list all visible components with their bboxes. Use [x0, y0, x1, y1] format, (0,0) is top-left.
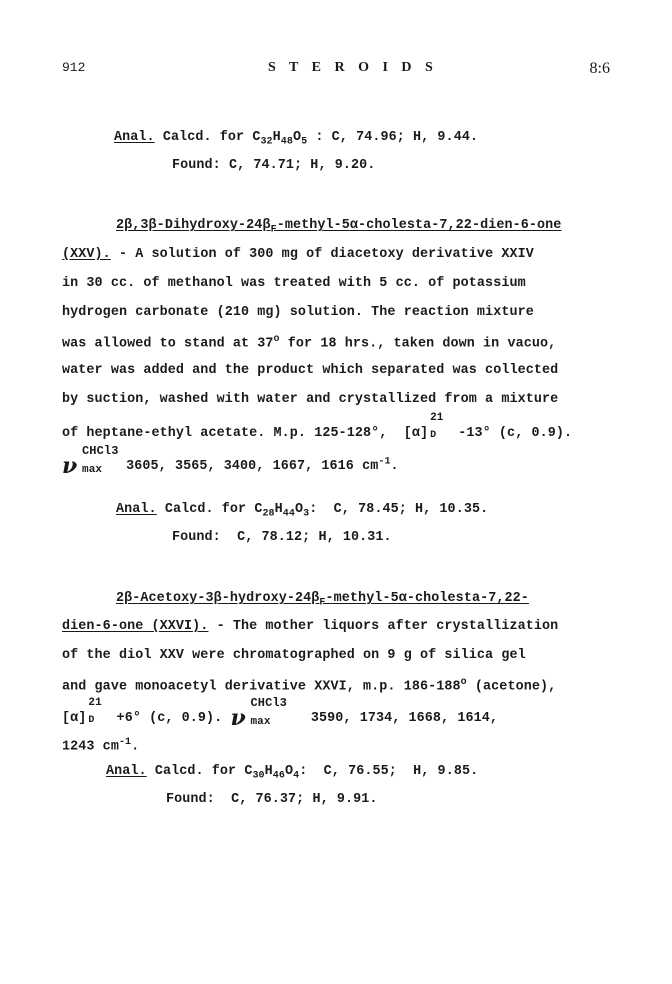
- page-number: 912: [62, 60, 86, 75]
- compound2-title: $2\beta-Acetoxy-3\beta-hydroxy-24\beta_F-methyl-5\alpha-cholesta-7,22-$: [116, 591, 529, 609]
- compound2-line4: [α] 21 D +6° (c, 0.9). ν CHCl3 max 3590, 1734, 1668, 1614,: [62, 696, 498, 731]
- compound1-line7: of heptane-ethyl acetate. M.p. 125-128°, [α] 21 D -13° (c, 0.9).: [62, 412, 573, 441]
- compound1-line4: was allowed to stand at 37$^o$ for 18 hrs., taken down in vacuo,: [62, 334, 557, 352]
- compound1-line2: in 30 cc. of methanol was treated with 5 cc. of potassium: [62, 276, 526, 291]
- anal3-found: Found: C, 76.37; H, 9.91.: [166, 792, 378, 807]
- compound1-line5: water was added and the product which separated was collected: [62, 363, 559, 378]
- anal1-found: Found: C, 74.71; H, 9.20.: [172, 158, 376, 173]
- compound1-line1: (XXV). - A solution of 300 mg of diacetoxy derivative XXIV: [62, 247, 534, 262]
- anal3-calcd: Anal. Calcd. for $C_{30}H_{46}O_4$: C, 76.55; H, 9.85.: [106, 764, 479, 782]
- anal1-calcd: Anal. Calcd. for $C_{32}H_{48}O_5$ : C, 74.96; H, 9.44.: [114, 130, 479, 148]
- compound2-line1: dien-6-one (XXVI). - The mother liquors after crystallization: [62, 619, 559, 634]
- compound1-line6: by suction, washed with water and crystallized from a mixture: [62, 392, 559, 407]
- anal-label: Anal.: [114, 130, 155, 145]
- compound2-line5: 1243 $cm^{-1}$.: [62, 737, 140, 755]
- section-number: 8:6: [589, 60, 610, 77]
- anal2-calcd: Anal. Calcd. for $C_{28}H_{44}O_3$: C, 78.45; H, 10.35.: [116, 502, 489, 520]
- compound1-line3: hydrogen carbonate (210 mg) solution. The reaction mixture: [62, 305, 534, 320]
- compound1-title: $2\beta,3\beta-Dihydroxy-24\beta_F-methyl-5\alpha-cholesta-7,22-dien-6$-one: [116, 218, 562, 236]
- compound1-ir: ν CHCl3 max 3605, 3565, 3400, 1667, 1616 $cm^{-1}$.: [62, 444, 399, 479]
- running-title: S T E R O I D S: [268, 60, 438, 75]
- anal2-found: Found: C, 78.12; H, 10.31.: [172, 530, 392, 545]
- compound2-line2: of the diol XXV were chromatographed on 9 g of silica gel: [62, 648, 526, 663]
- compound2-line3: and gave monoacetyl derivative XXVI, m.p. 186-188$^o$ (acetone),: [62, 677, 557, 695]
